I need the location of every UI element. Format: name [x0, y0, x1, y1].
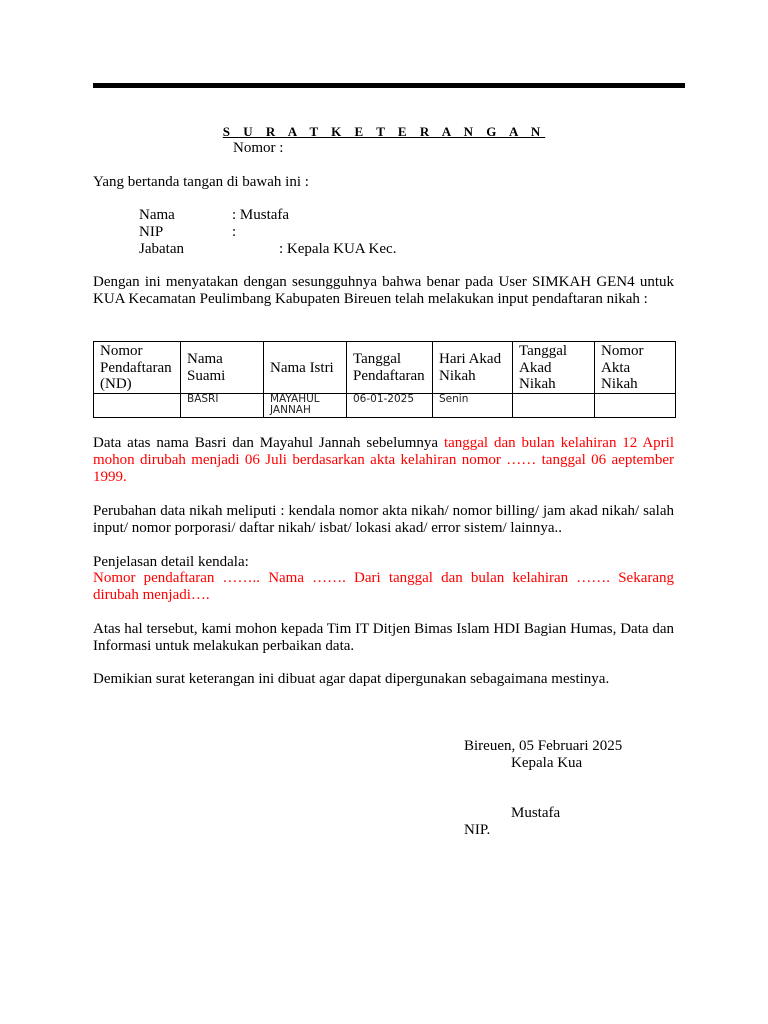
changes-paragraph: Perubahan data nikah meliputi : kendala nomor akta nikah/ nomor billing/ jam akad nikah/ salah input/ nomor porporasi/ daftar nikah/ isbat/ lokasi akad/ error sistem/ lainnya..: [93, 503, 674, 536]
nip-value: :: [232, 224, 237, 240]
cell-nama-suami: BASRI: [181, 393, 264, 417]
cell-hari-akad: Senin: [433, 393, 513, 417]
correction-paragraph: [93, 435, 674, 486]
header-nomor-akta: Nomor Akta Nikah: [595, 342, 676, 394]
header-hari-akad: Hari Akad Nikah: [433, 342, 513, 394]
detail-label: Penjelasan detail kendala:: [93, 554, 249, 570]
header-rule: [93, 83, 685, 88]
jabatan-value: : Kepala KUA Kec.: [279, 241, 397, 257]
nama-label: Nama: [139, 207, 175, 223]
document-title: S U R A T K E T E R A N G A N: [222, 124, 546, 139]
signature-name: Mustafa: [511, 805, 561, 821]
nip-label: NIP: [139, 224, 164, 240]
header-nama-istri: Nama Istri: [264, 342, 347, 394]
correction-text: Data atas nama Basri dan Mayahul Jannah sebelumnya: [93, 435, 444, 451]
header-nama-suami: Nama Suami: [181, 342, 264, 394]
intro-text: Yang bertanda tangan di bawah ini :: [93, 174, 309, 190]
jabatan-label: Jabatan: [139, 241, 184, 257]
request-paragraph: Atas hal tersebut, kami mohon kepada Tim IT Ditjen Bimas Islam HDI Bagian Humas, Data dan Informasi untuk melakukan perbaikan data.: [93, 621, 674, 654]
correction-highlight: tanggal dan bulan kelahiran 12 April mohon dirubah menjadi 06 Juli berdasarkan akta kelahiran nomor …… tanggal 06 aeptember 1999.: [93, 435, 674, 485]
cell-nama-istri: MAYAHUL JANNAH: [264, 393, 347, 417]
cell-tanggal-akad: [513, 393, 595, 417]
header-tanggal-akad: Tanggal Akad Nikah: [513, 342, 595, 394]
registration-table: [93, 341, 676, 418]
detail-text: Nomor pendaftaran …….. Nama ……. Dari tanggal dan bulan kelahiran ……. Sekarang dirubah menjadi….: [93, 570, 674, 603]
header-nomor-pendaftaran: Nomor Pendaftaran (ND): [94, 342, 181, 394]
cell-nomor-pendaftaran: [94, 393, 181, 417]
signature-position: Kepala Kua: [511, 755, 583, 771]
cell-nomor-akta: [595, 393, 676, 417]
table-header-row: [94, 342, 676, 394]
header-tanggal-pendaftaran: Tanggal Pendaftaran: [347, 342, 433, 394]
table-row: [94, 393, 676, 417]
statement-paragraph: Dengan ini menyatakan dengan sesungguhnya bahwa benar pada User SIMKAH GEN4 untuk KUA Kecamatan Peulimbang Kabupaten Bireuen telah melakukan input pendaftaran nikah :: [93, 274, 674, 307]
cell-tanggal-pendaftaran: 06-01-2025: [347, 393, 433, 417]
nama-value: : Mustafa: [232, 207, 290, 223]
closing-text: Demikian surat keterangan ini dibuat agar dapat dipergunakan sebagaimana mestinya.: [93, 671, 610, 687]
signature-place-date: Bireuen, 05 Februari 2025: [464, 738, 623, 754]
signature-nip: NIP.: [464, 822, 491, 838]
nomor-label: Nomor :: [233, 140, 284, 156]
